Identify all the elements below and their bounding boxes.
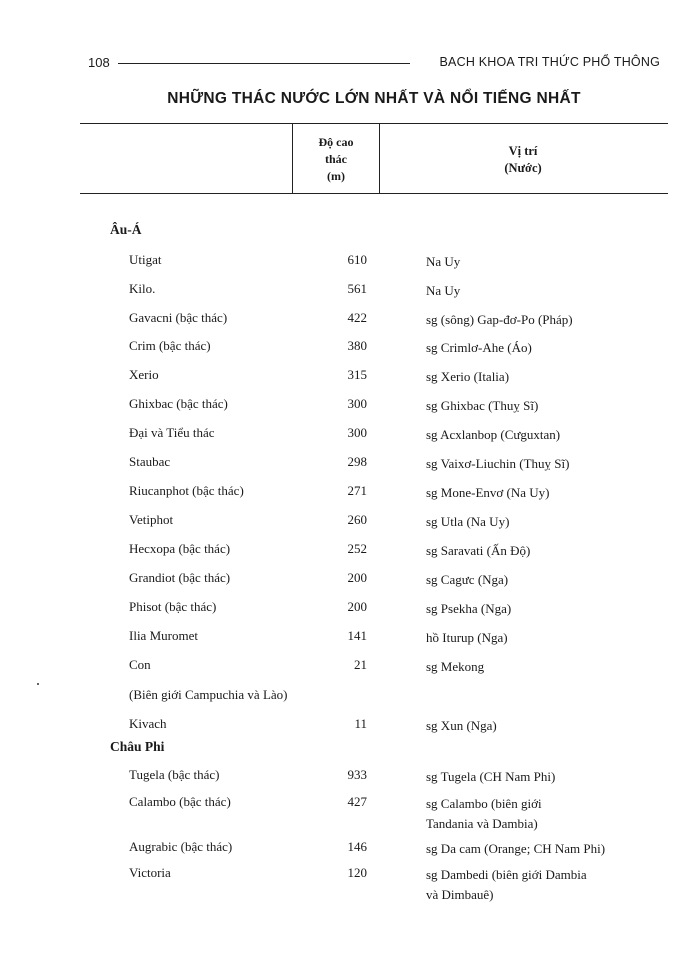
waterfall-height: 300 xyxy=(347,396,367,411)
waterfall-height: 252 xyxy=(347,541,367,556)
waterfall-height: 380 xyxy=(347,338,367,353)
waterfall-location xyxy=(426,794,542,834)
waterfall-height: 146 xyxy=(347,839,367,854)
page-header xyxy=(88,55,660,71)
waterfall-location: sg Tugela (CH Nam Phi) xyxy=(426,769,556,784)
table-row xyxy=(0,839,683,859)
waterfall-name: Xerio xyxy=(129,367,159,382)
waterfall-location: Na Uy xyxy=(426,254,461,269)
waterfall-location: sg Ghixbac (Thuỵ Sĩ) xyxy=(426,398,539,413)
location-header-line: (Nước) xyxy=(504,161,542,175)
waterfall-name: Calambo (bậc thác) xyxy=(129,794,231,809)
waterfall-location: sg Mone-Envơ (Na Uy) xyxy=(426,485,550,500)
waterfall-location xyxy=(426,865,587,905)
waterfall-height: 260 xyxy=(347,512,367,527)
waterfall-height: 422 xyxy=(347,310,367,325)
table-row xyxy=(0,512,683,532)
waterfall-location: sg Acxlanbop (Cưguxtan) xyxy=(426,427,561,442)
waterfall-height: 298 xyxy=(347,454,367,469)
waterfall-name: Victoria xyxy=(129,865,171,880)
table-row xyxy=(0,794,683,831)
table-row xyxy=(0,425,683,445)
waterfall-height: 300 xyxy=(347,425,367,440)
waterfall-height: 120 xyxy=(347,865,367,880)
waterfall-height: 561 xyxy=(347,281,367,296)
table-row xyxy=(0,599,683,619)
waterfall-location: sg Xerio (Italia) xyxy=(426,369,510,384)
waterfall-location: sg Saravati (Ấn Độ) xyxy=(426,543,531,558)
height-header-line: thác xyxy=(325,152,347,166)
table-row xyxy=(0,310,683,330)
table-row xyxy=(0,367,683,387)
waterfall-name: Kivach xyxy=(129,716,167,731)
location-header-line: Vị trí xyxy=(508,144,538,158)
table-row xyxy=(0,281,683,301)
waterfall-name: Vetiphot xyxy=(129,512,174,527)
location-line: sg Dambedi (biên giới Dambia xyxy=(426,867,587,882)
height-header-line: (m) xyxy=(327,169,345,183)
waterfall-name: Con xyxy=(129,657,151,672)
waterfall-name: Augrabic (bậc thác) xyxy=(129,839,233,854)
waterfall-location: sg Utla (Na Uy) xyxy=(426,514,510,529)
table-row xyxy=(0,657,683,677)
book-title: BACH KHOA TRI THỨC PHỔ THÔNG xyxy=(439,55,660,69)
waterfall-height: 200 xyxy=(347,570,367,585)
page-title: NHỮNG THÁC NƯỚC LỚN NHẤT VÀ NỔI TIẾNG NHẤT xyxy=(167,90,581,107)
waterfall-name: Staubac xyxy=(129,454,171,469)
waterfall-height: 200 xyxy=(347,599,367,614)
waterfall-location: sg (sông) Gap-đơ-Po (Pháp) xyxy=(426,312,573,327)
waterfall-name: Utigat xyxy=(129,252,162,267)
region-heading: Âu-Á xyxy=(110,222,142,237)
height-header-line: Độ cao xyxy=(318,135,354,149)
waterfall-name: Gavacni (bậc thác) xyxy=(129,310,228,325)
table-row xyxy=(0,252,683,272)
location-line: và Dimbauê) xyxy=(426,887,494,902)
location-line: Tandania và Dambia) xyxy=(426,816,538,831)
waterfall-height: 21 xyxy=(354,657,367,672)
waterfall-height: 271 xyxy=(347,483,367,498)
waterfall-height: 315 xyxy=(347,367,367,382)
location-column-header xyxy=(378,124,668,193)
page-number: 108 xyxy=(88,55,110,70)
waterfall-location: Na Uy xyxy=(426,283,461,298)
waterfall-name: Phisot (bậc thác) xyxy=(129,599,217,614)
location-line: sg Calambo (biên giới xyxy=(426,796,542,811)
waterfall-name: Đại và Tiểu thác xyxy=(129,425,215,440)
waterfall-name: Crim (bậc thác) xyxy=(129,338,211,353)
waterfall-location: hồ Iturup (Nga) xyxy=(426,630,508,645)
table-row xyxy=(0,541,683,561)
row-note: (Biên giới Campuchia và Lào) xyxy=(129,687,288,702)
waterfall-name: Ilia Muromet xyxy=(129,628,198,643)
table-row xyxy=(0,628,683,648)
region-heading: Châu Phi xyxy=(110,739,165,754)
table-row xyxy=(0,716,683,736)
table-row xyxy=(0,865,683,902)
table-row xyxy=(0,396,683,416)
table-header xyxy=(80,123,668,194)
waterfall-name: Hecxopa (bậc thác) xyxy=(129,541,231,556)
waterfall-name: Riucanphot (bậc thác) xyxy=(129,483,244,498)
waterfall-location: sg Vaixơ-Liuchin (Thuỵ Sĩ) xyxy=(426,456,570,471)
waterfall-name: Kilo. xyxy=(129,281,156,296)
waterfall-name: Ghixbac (bậc thác) xyxy=(129,396,228,411)
waterfall-location: sg Da cam (Orange; CH Nam Phi) xyxy=(426,841,606,856)
waterfall-location: sg Crimlơ-Ahe (Áo) xyxy=(426,340,532,355)
waterfall-location: sg Mekong xyxy=(426,659,485,674)
waterfall-height: 610 xyxy=(347,252,367,267)
waterfall-name: Grandiot (bậc thác) xyxy=(129,570,231,585)
waterfall-height: 427 xyxy=(347,794,367,809)
waterfall-location: sg Xun (Nga) xyxy=(426,718,497,733)
waterfall-height: 933 xyxy=(347,767,367,782)
table-row xyxy=(0,767,683,787)
waterfall-location: sg Cagưc (Nga) xyxy=(426,572,509,587)
waterfall-location: sg Psekha (Nga) xyxy=(426,601,512,616)
table-row xyxy=(0,570,683,590)
table-row xyxy=(0,454,683,474)
height-column-header xyxy=(292,124,380,193)
scan-speck xyxy=(37,683,39,685)
waterfall-height: 141 xyxy=(347,628,367,643)
waterfall-height: 11 xyxy=(354,716,367,731)
waterfall-name: Tugela (bậc thác) xyxy=(129,767,220,782)
header-rule xyxy=(118,63,410,64)
table-row xyxy=(0,483,683,503)
table-row xyxy=(0,338,683,358)
